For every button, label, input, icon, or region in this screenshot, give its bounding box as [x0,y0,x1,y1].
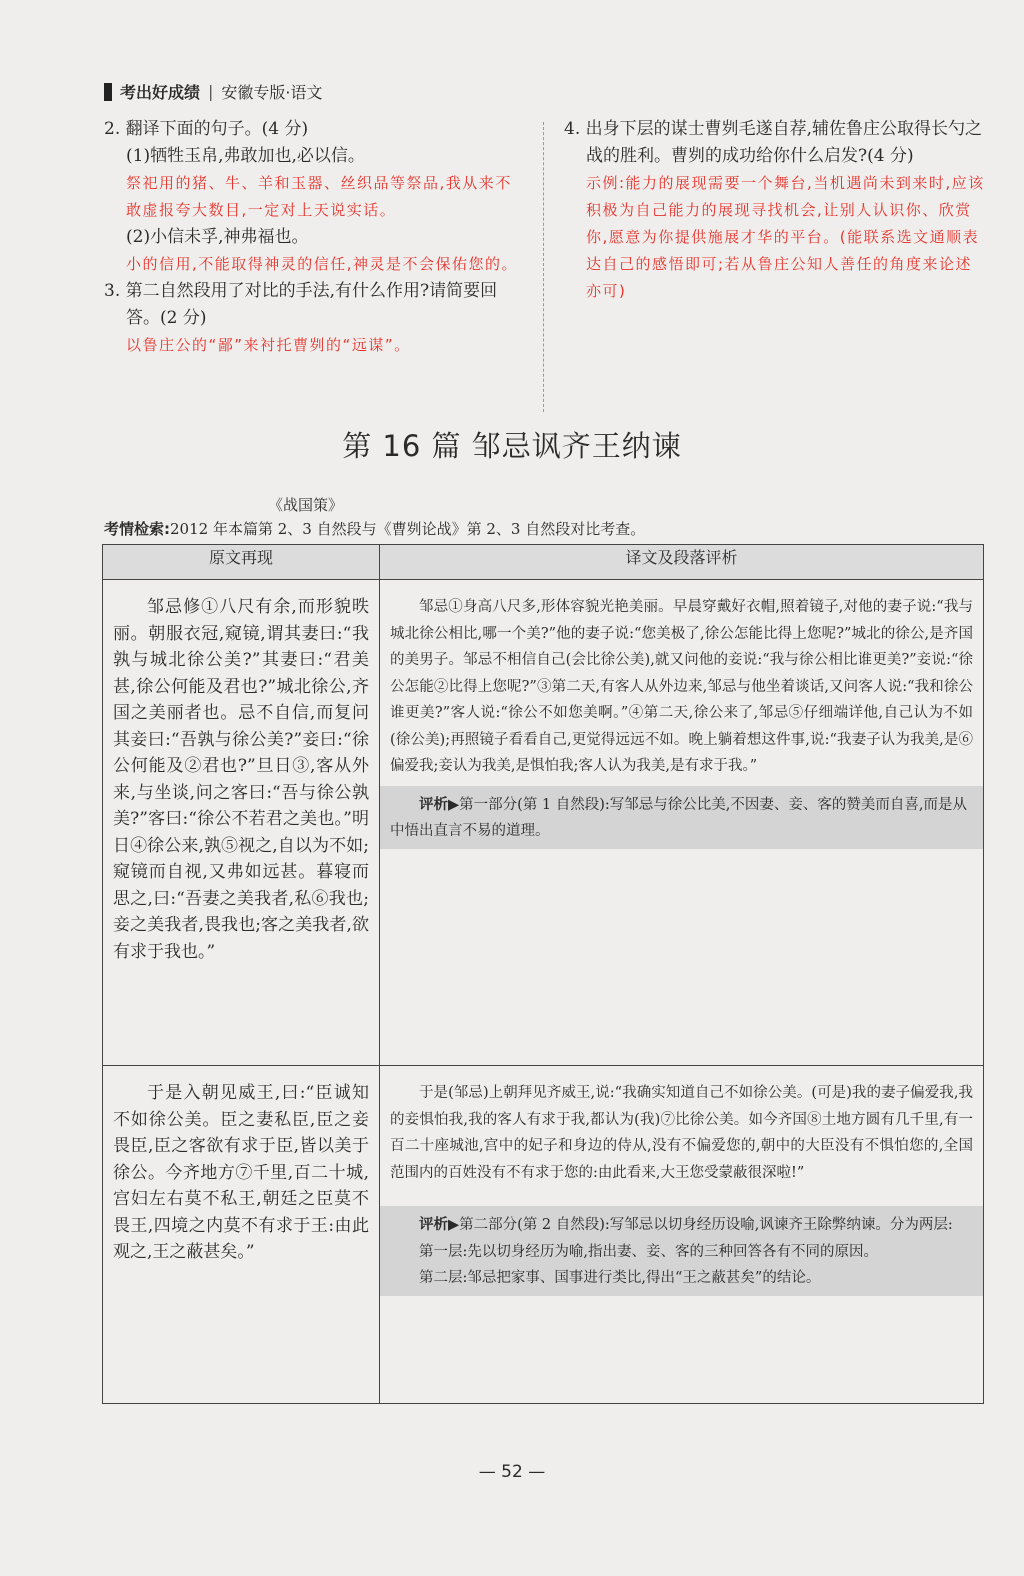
row1-analysis-label: 评析▶ [419,796,460,813]
row2-original: 于是入朝见威王,曰:“臣诚知不如徐公美。臣之妻私臣,臣之妾畏臣,臣之客欲有求于臣,皆以美于徐公。今齐地方⑦千里,百二十城,宫妇左右莫不私王,朝廷之臣莫不畏王,四境之内莫不有求于王:由此观之,王之蔽甚矣。” [113,1083,369,1262]
question-2-1: (1)牺牲玉帛,弗敢加也,必以信。 [126,146,365,166]
row1-translation: 邹忌①身高八尺多,形体容貌光艳美丽。早晨穿戴好衣帽,照着镜子,对他的妻子说:“我与城北徐公相比,哪一个美?”他的妻子说:“您美极了,徐公怎能比得上您呢?”城北的徐公,是齐国的美男子。邹忌不相信自己(会比徐公美),就又问他的妾说:“我与徐公相比谁更美?”妾说:“徐公怎能②比得上您呢?”③第二天,有客人从外边来,邹忌与他坐着谈话,又问客人说:“我和徐公谁更美?”客人说:“徐公不如您美啊。”④第二天,徐公来了,邹忌⑤仔细端详他,自己认为不如(徐公美);再照镜子看看自己,更觉得远远不如。晚上躺着想这件事,说:“我妻子认为我美,是⑥偏爱我;妾认为我美,是惧怕我;客人认为我美,是有求于我。” [390,599,973,774]
text-table [102,544,984,1404]
answer-2-1: 祭祀用的猪、牛、羊和玉器、丝织品等祭品,我从来不敢虚报夸大数目,一定对上天说实话。 [126,174,512,219]
question-2-2: (2)小信未孚,神弗福也。 [126,227,309,247]
left-questions [104,116,528,359]
header-brand: 考出好成绩 [120,83,201,102]
right-questions [564,116,988,305]
exam-info-text: 2012 年本篇第 2、3 自然段与《曹刿论战》第 2、3 自然段对比考查。 [170,520,646,538]
answer-3: 以鲁庄公的“鄙”来衬托曹刿的“远谋”。 [126,336,411,354]
header-edition: 安徽专版·语文 [221,83,323,102]
row2-layer1: 第一层:先以切身经历为喻,指出妻、妾、客的三种回答各有不同的原因。 [419,1243,878,1260]
row2-layer2: 第二层:邹忌把家事、国事进行类比,得出“王之蔽甚矣”的结论。 [419,1270,821,1286]
running-header [104,80,323,103]
row1-analysis-box [380,786,983,849]
row2-translation-cell [380,1066,984,1404]
header-original: 原文再现 [103,545,380,580]
exam-info [104,518,645,539]
question-3: 3. 第二自然段用了对比的手法,有什么作用?请简要回答。(2 分) [104,281,498,328]
page-number: — 52 — [478,1462,546,1482]
header-translation: 译文及段落评析 [380,545,984,580]
source: 《战国策》 [268,496,344,514]
header-separator: | [208,82,214,101]
row2-original-cell [103,1066,380,1404]
question-4: 4. 出身下层的谋士曹刿毛遂自荐,辅佐鲁庄公取得长勺之战的胜利。曹刿的成功给你什么启发?(4 分) [564,119,983,166]
row2-analysis-label: 评析▶ [419,1217,460,1233]
row1-analysis: 第一部分(第 1 自然段):写邹忌与徐公比美,不因妻、妾、客的赞美而自喜,而是从中悟出直言不易的道理。 [390,796,968,839]
answer-4: 示例:能力的展现需要一个舞台,当机遇尚未到来时,应该积极为自己能力的展现寻找机会,让别人认识你、欣赏你,愿意为你提供施展才华的平台。(能联系选文通顺表达自己的感悟即可;若从鲁庄公知人善任的角度来论述亦可) [586,174,985,300]
question-2: 2. 翻译下面的句子。(4 分) [104,119,309,139]
row2-analysis-box [380,1206,983,1296]
row1-original: 邹忌修①八尺有余,而形貌昳丽。朝服衣冠,窥镜,谓其妻曰:“我孰与城北徐公美?”其妻曰:“君美甚,徐公何能及君也?”城北徐公,齐国之美丽者也。忌不自信,而复问其妾曰:“吾孰与徐公美?”妾曰:“徐公何能及②君也?”旦日③,客从外来,与坐谈,问之客曰:“吾与徐公孰美?”客曰:“徐公不若君之美也。”明日④徐公来,孰⑤视之,自以为不如;窥镜而自视,又弗如远甚。暮寝而思之,曰:“吾妻之美我者,私⑥我也;妾之美我者,畏我也;客之美我者,欲有求于我也。” [113,597,369,962]
row1-original-cell [103,580,380,1066]
answer-2-2: 小的信用,不能取得神灵的信任,神灵是不会保佑您的。 [126,255,519,273]
lesson-title: 第 16 篇 邹忌讽齐王纳谏 [342,429,682,463]
column-divider [543,122,544,412]
row2-translation: 于是(邹忌)上朝拜见齐威王,说:“我确实知道自己不如徐公美。(可是)我的妻子偏爱我,我的妾惧怕我,我的客人有求于我,都认为(我)⑦比徐公美。如今齐国⑧土地方圆有几千里,有一百二十座城池,宫中的妃子和身边的侍从,没有不偏爱您的,朝中的大臣没有不惧怕您的,全国范围内的百姓没有不有求于您的:由此看来,大王您受蒙蔽很深啦!” [390,1085,973,1181]
row2-analysis: 第二部分(第 2 自然段):写邹忌以切身经历设喻,讽谏齐王除弊纳谏。分为两层: [459,1217,953,1233]
header-bar-icon [104,83,112,101]
row1-translation-cell [380,580,984,1066]
exam-info-label: 考情检索: [104,520,170,538]
